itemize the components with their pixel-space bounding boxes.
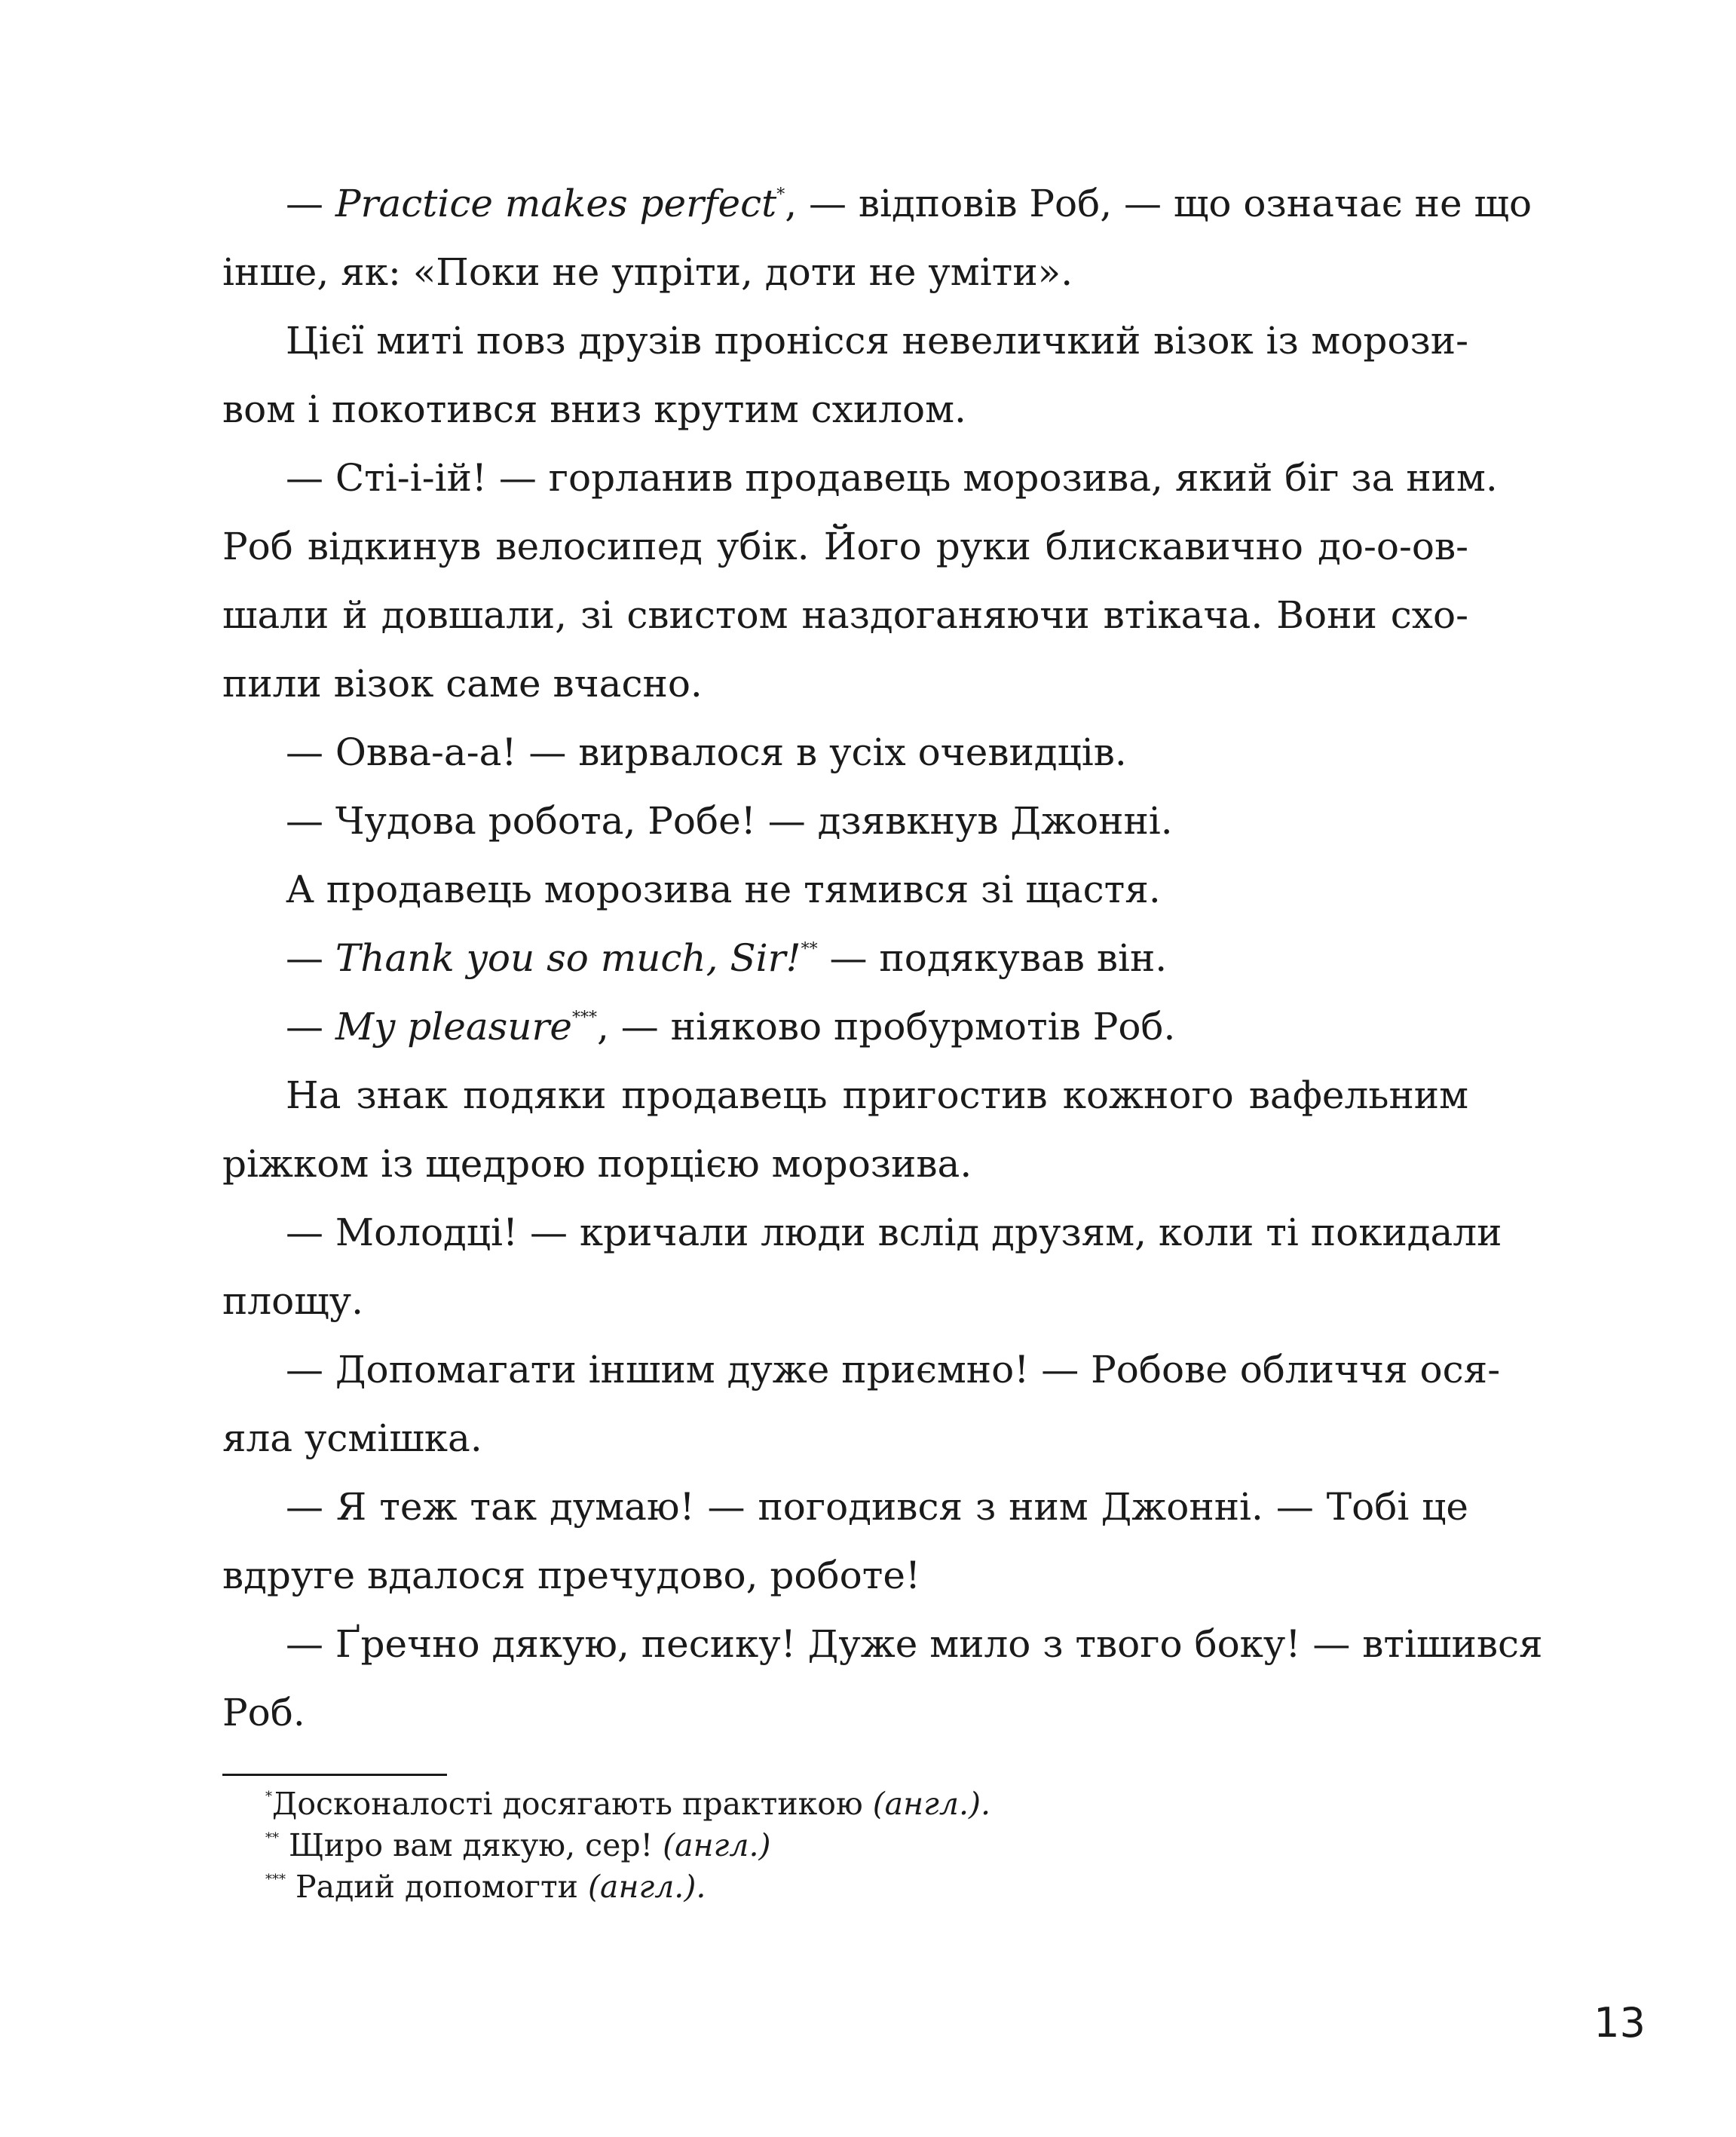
text-line: Роб. <box>222 1691 305 1734</box>
text-line: інше, як: «Поки не упріти, доти не уміти». <box>222 250 1073 294</box>
text-line: — My pleasure***, — ніяково пробурмотів Роб. <box>286 1005 1176 1049</box>
text-line: — Practice makes perfect*, — відповів Роб, — що означає не що <box>286 182 1532 225</box>
text-line: ріжком із щедрою порцією морозива. <box>222 1142 972 1186</box>
text-line: А продавець морозива не тямився зі щастя. <box>286 868 1161 911</box>
footnote-divider <box>222 1774 447 1776</box>
english-phrase: Practice makes perfect <box>335 182 777 225</box>
text-line: — Овва-а-а! — вирвалося в усіх очевидців. <box>286 730 1127 774</box>
text-line: вом і покотився вниз крутим схилом. <box>222 387 966 431</box>
text-line: На знак подяки продавець пригостив кожного вафельним <box>286 1073 1468 1117</box>
text-line: — Допомагати іншим дуже приємно! — Робове обличчя ося- <box>286 1348 1501 1391</box>
footnote-ref: *** <box>572 1009 597 1027</box>
text-line: вдруге вдалося пречудово, роботе! <box>222 1554 921 1597</box>
footnote-ref: * <box>776 185 785 204</box>
text-line: шали й довшали, зі свистом наздоганяючи втікача. Вони схо- <box>222 593 1468 637</box>
text-line: пили візок саме вчасно. <box>222 662 703 706</box>
text-line: — Thank you so much, Sir!** — подякував він. <box>286 936 1168 980</box>
page-number: 13 <box>1594 1999 1646 2047</box>
footnote-mark: ** <box>265 1830 279 1846</box>
body-text <box>222 170 1543 1747</box>
text-line: площу. <box>222 1279 363 1323</box>
english-phrase: My pleasure <box>335 1005 572 1049</box>
text-line: — Сті-і-ій! — горланив продавець морозива, який біг за ним. <box>286 456 1498 500</box>
footnotes <box>265 1783 1321 1908</box>
english-phrase: Thank you so much, Sir! <box>335 936 801 980</box>
footnote: *Досконалості досягають практикою (англ.). <box>265 1786 991 1822</box>
footnote-mark: *** <box>265 1872 286 1887</box>
text-line: — Я теж так думаю! — погодився з ним Джонні. — Тобі це <box>286 1485 1468 1529</box>
text-line: — Молодці! — кричали люди вслід друзям, коли ті покидали <box>286 1211 1502 1254</box>
text-line: Роб відкинув велосипед убік. Його руки блискавично до-о-ов- <box>222 525 1468 568</box>
footnote-ref: ** <box>801 940 818 959</box>
text-line: — Ґречно дякую, песику! Дуже мило з твого боку! — втішився <box>286 1622 1543 1666</box>
footnote: *** Радий допомогти (англ.). <box>265 1869 706 1905</box>
footnote-mark: * <box>265 1789 272 1805</box>
footnote: ** Щиро вам дякую, сер! (англ.) <box>265 1827 771 1863</box>
text-line: — Чудова робота, Робе! — дзявкнув Джонні. <box>286 799 1173 843</box>
text-line: Цієї миті повз друзів пронісся невеличкий візок із морози- <box>286 319 1468 363</box>
text-line: яла усмішка. <box>222 1416 482 1460</box>
